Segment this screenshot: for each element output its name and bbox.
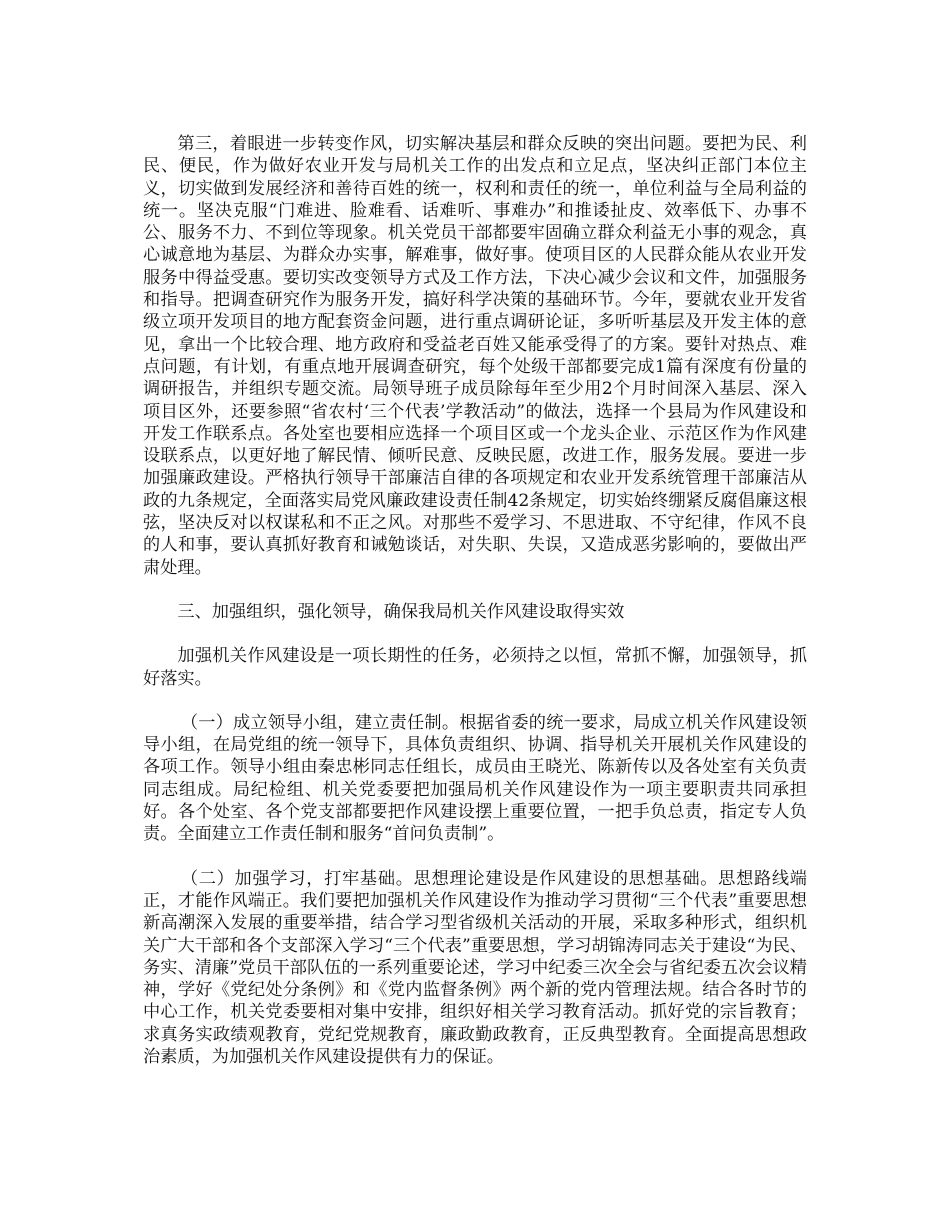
- paragraph-style-reform: 第三，着眼进一步转变作风，切实解决基层和群众反映的突出问题。要把为民、利民、便民，作为做好农业开发与局机关工作的出发点和立足点，坚决纠正部门本位主义，切实做到发展经济和善待百姓的统一，权利和责任的统一，单位利益与全局利益的统一。坚决克服“门难进、脸难看、话难听、事难办”和推诿扯皮、效率低下、办事不公、服务不力、不到位等现象。机关党员干部都要牢固确立群众利益无小事的观念，真心诚意地为基层、为群众办实事，解难事，做好事。使项目区的人民群众能从农业开发服务中得益受惠。要切实改变领导方式及工作方法，下决心减少会议和文件，加强服务和指导。把调查研究作为服务开发，搞好科学决策的基础环节。今年，要就农业开发省级立项开发项目的地方配套资金问题，进行重点调研论证，多听听基层及开发主体的意见，拿出一个比较合理、地方政府和受益老百姓又能承受得了的方案。要针对热点、难点问题，有计划，有重点地开展调查研究，每个处级干部都要完成1篇有深度有份量的调研报告，并组织专题交流。局领导班子成员除每年至少用2个月时间深入基层、深入项目区外，还要参照“省农村‘三个代表’学教活动”的做法，选择一个县局为作风建设和开发工作联系点。各处室也要相应选择一个项目区或一个龙头企业、示范区作为作风建设联系点，以更好地了解民情、倾听民意、反映民愿，改进工作，服务发展。要进一步加强廉政建设。严格执行领导干部廉洁自律的各项规定和农业开发系统管理干部廉洁从政的九条规定，全面落实局党风廉政建设责任制42条规定，切实始终绷紧反腐倡廉这根弦，坚决反对以权谋私和不正之风。对那些不爱学习、不思进取、不守纪律，作风不良的人和事，要认真抓好教育和诫勉谈话，对失职、失误，又造成恶劣影响的，要做出严肃处理。: [143, 134, 807, 578]
- paragraph-study: （二）加强学习，打牢基础。思想理论建设是作风建设的思想基础。思想路线端正，才能作风端正。我们要把加强机关作风建设作为推动学习贯彻“三个代表”重要思想新高潮深入发展的重要举措，结合学习型省级机关活动的开展，采取多种形式，组织机关广大干部和各个支部深入学习“三个代表”重要思想，学习胡锦涛同志关于建设“为民、务实、清廉”党员干部队伍的一系列重要论述，学习中纪委三次全会与省纪委五次会议精神，学好《党纪处分条例》和《党内监督条例》两个新的党内管理法规。结合各时节的中心工作，机关党委要相对集中安排，组织好相关学习教育活动。抓好党的宗旨教育；求真务实政绩观教育，党纪党规教育，廉政勤政教育，正反典型教育。全面提高思想政治素质，为加强机关作风建设提供有力的保证。: [143, 868, 807, 1067]
- paragraph-long-term-task: 加强机关作风建设是一项长期性的任务，必须持之以恒，常抓不懈，加强领导，抓好落实。: [143, 646, 807, 689]
- document-page: [143, 133, 807, 1068]
- paragraph-leading-group: （一）成立领导小组，建立责任制。根据省委的统一要求，局成立机关作风建设领导小组，在局党组的统一领导下，具体负责组织、协调、指导机关开展机关作风建设的各项工作。领导小组由秦忠彬同志任组长，成员由王晓光、陈新传以及各处室有关负责同志组成。局纪检组、机关党委要把加强局机关作风建设作为一项主要职责共同承担好。各个处室、各个党支部都要把作风建设摆上重要位置，一把手负总责，指定专人负责。全面建立工作责任制和服务“首问负责制”。: [143, 712, 807, 845]
- section-heading-organization: 三、加强组织，强化领导，确保我局机关作风建设取得实效: [177, 601, 625, 622]
